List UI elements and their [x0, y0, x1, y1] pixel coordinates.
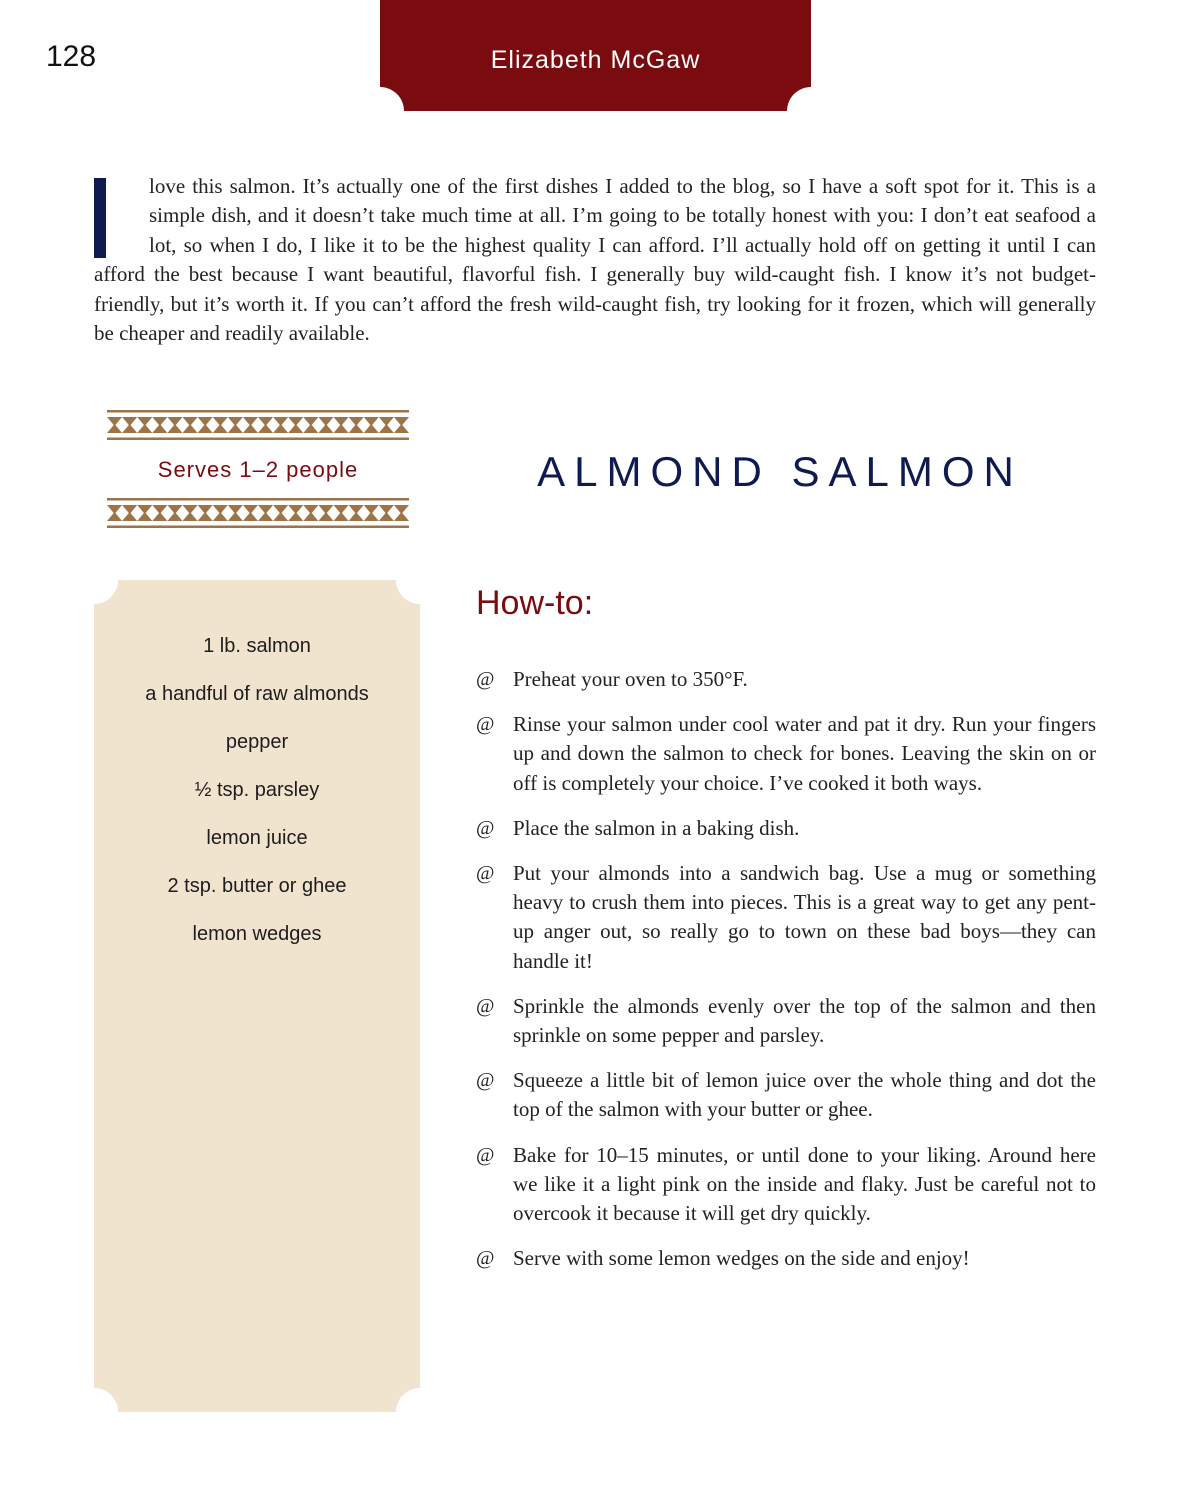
author-name: Elizabeth McGaw — [490, 46, 701, 74]
step-text: Sprinkle the almonds evenly over the top of the salmon and then sprinkle on some pepper and parsley. — [513, 993, 1096, 1048]
border-triangle-up — [394, 512, 409, 521]
border-triangle-up — [303, 512, 318, 521]
card-corner-cut — [94, 580, 118, 604]
step-bullet: @ — [476, 1069, 495, 1092]
card-corner-cut — [396, 1388, 420, 1412]
header-tab-notch-left — [356, 87, 404, 135]
ingredient-item: a handful of raw almonds — [145, 683, 369, 705]
step-text: Preheat your oven to 350°F. — [513, 667, 748, 691]
border-triangle-up — [303, 424, 318, 433]
border-triangle-up — [228, 424, 243, 433]
border-triangle-up — [273, 512, 288, 521]
border-triangle-up — [394, 424, 409, 433]
step-item — [476, 814, 1096, 843]
step-item — [476, 1066, 1096, 1124]
border-triangle-up — [334, 424, 349, 433]
step-item — [476, 665, 1096, 694]
border-triangle-up — [122, 512, 137, 521]
border-triangle-up — [213, 424, 228, 433]
border-triangle-up — [137, 424, 152, 433]
step-item — [476, 859, 1096, 976]
border-triangle-up — [243, 424, 258, 433]
border-triangle-up — [152, 424, 167, 433]
step-bullet: @ — [476, 1247, 495, 1270]
border-triangle-up — [107, 424, 122, 433]
border-triangle-up — [334, 512, 349, 521]
tribal-border-top — [107, 410, 409, 440]
border-triangle-up — [258, 424, 273, 433]
border-line — [107, 526, 409, 529]
border-triangle-up — [288, 512, 303, 521]
border-triangle-up — [183, 424, 198, 433]
step-text: Serve with some lemon wedges on the side and enjoy! — [513, 1246, 970, 1271]
border-triangle-up — [318, 512, 333, 521]
step-item — [476, 1141, 1096, 1229]
border-triangle-up — [167, 424, 182, 433]
drop-cap-i — [94, 178, 106, 258]
border-triangle-up — [364, 512, 379, 521]
border-triangle-up — [379, 424, 394, 433]
step-item — [476, 992, 1096, 1050]
ingredients-list — [94, 622, 420, 958]
border-triangle-up — [349, 512, 364, 521]
header-tab-notch-right — [787, 87, 835, 135]
border-triangle-up — [198, 424, 213, 433]
serves-box — [107, 410, 409, 528]
border-line — [107, 438, 409, 441]
border-triangle-up — [198, 512, 213, 521]
step-item — [476, 710, 1096, 798]
intro-text: love this salmon. It’s actually one of the first dishes I added to the blog, so I have a soft spot for it. This is a simple dish, and it doesn’t take much time at all. I’m going to be totally honest with you: I don’t eat seafood a lot, so when I do, I like it to be the highest quality I can afford. I’ll actually hold off on getting it until I can afford the best because I want beautiful, flavorful fish. I generally buy wild-caught fish. I know it’s not budget-friendly, but it’s worth it. If you can’t afford the fresh wild-caught fish, try looking for it frozen, which will generally be cheaper and readily available. — [94, 174, 1096, 346]
border-triangle-up — [167, 512, 182, 521]
page-number: 128 — [46, 40, 97, 73]
tribal-border-bottom — [107, 498, 409, 528]
border-triangle-up — [152, 512, 167, 521]
border-triangle-up — [137, 512, 152, 521]
step-text: Put your almonds into a sandwich bag. Use a mug or something heavy to crush them into pieces. This is a great way to get any pent-up anger out, so really go to town on these bad boys—they can handle it! — [513, 861, 1096, 973]
border-triangle-up — [213, 512, 228, 521]
border-triangle-up — [258, 512, 273, 521]
step-bullet: @ — [476, 1143, 495, 1166]
border-triangle-up — [183, 512, 198, 521]
border-triangle-up — [122, 424, 137, 433]
step-text: Squeeze a little bit of lemon juice over the whole thing and dot the top of the salmon with your butter or ghee. — [513, 1068, 1096, 1122]
step-text: Place the salmon in a baking dish. — [513, 815, 800, 840]
step-bullet: @ — [476, 713, 495, 736]
ingredient-item: pepper — [225, 731, 289, 753]
border-triangle-up — [243, 512, 258, 521]
step-bullet: @ — [476, 994, 495, 1017]
border-triangle-up — [349, 424, 364, 433]
step-text: Rinse your salmon under cool water and pat it dry. Run your fingers up and down the salmon to check for bones. Leaving the skin on or off is completely your choice. I’ve cooked it both ways. — [513, 712, 1096, 795]
card-corner-cut — [396, 580, 420, 604]
intro-paragraph — [94, 172, 1096, 348]
border-triangle-up — [228, 512, 243, 521]
step-text: Bake for 10–15 minutes, or until done to your liking. Around here we like it a light pink on the inside and flaky. Just be careful not to overcook it because it will get dry quickly. — [513, 1142, 1096, 1226]
step-bullet: @ — [476, 668, 495, 690]
ingredient-item: lemon wedges — [192, 923, 322, 945]
card-corner-cut — [94, 1388, 118, 1412]
ingredients-card — [94, 580, 420, 1412]
border-triangle-up — [364, 424, 379, 433]
recipe-title: ALMOND SALMON — [537, 448, 1023, 495]
border-line — [107, 410, 409, 413]
ingredient-item: 1 lb. salmon — [203, 635, 311, 657]
border-triangle-up — [288, 424, 303, 433]
header-tab — [380, 0, 811, 111]
step-bullet: @ — [476, 862, 495, 885]
border-line — [107, 498, 409, 501]
ingredient-item: lemon juice — [206, 827, 308, 849]
serves-label: Serves 1–2 people — [157, 457, 359, 482]
border-triangle-up — [318, 424, 333, 433]
border-triangle-up — [107, 512, 122, 521]
steps-list — [476, 665, 1096, 1289]
border-triangle-up — [273, 424, 288, 433]
ingredient-item: ½ tsp. parsley — [194, 779, 320, 801]
step-bullet: @ — [476, 816, 495, 839]
border-triangle-up — [379, 512, 394, 521]
step-item — [476, 1244, 1096, 1273]
ingredient-item: 2 tsp. butter or ghee — [167, 875, 347, 897]
howto-heading: How-to: — [476, 584, 594, 622]
